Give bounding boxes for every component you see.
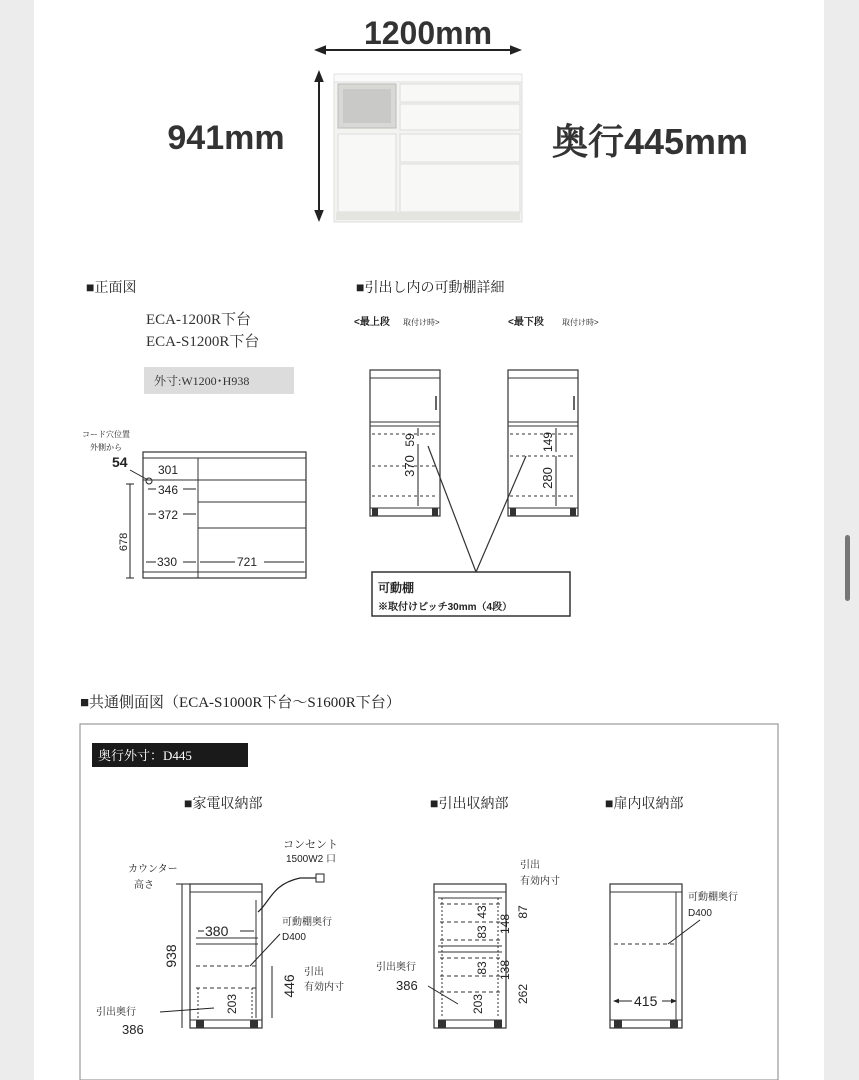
cabinet-photo bbox=[334, 74, 522, 222]
dim-43: 43 bbox=[475, 905, 489, 919]
dim-59: 59 bbox=[403, 433, 417, 447]
counter-label-2: 高さ bbox=[134, 880, 154, 891]
model-1: ECA-1200R下台 bbox=[146, 312, 252, 328]
side-view-section bbox=[80, 694, 778, 1080]
drawer-effective-label-2: 有効内寸 bbox=[520, 876, 560, 887]
dim-203-drawer: 203 bbox=[471, 993, 485, 1015]
outlet-label-1: コンセント bbox=[283, 839, 338, 851]
bottom-label-a: <最下段 bbox=[508, 317, 544, 328]
effective-label-2: 有効内寸 bbox=[304, 982, 344, 993]
door-shelf-label-1: 可動棚奥行 bbox=[688, 892, 738, 903]
hero-height-label: 941mm bbox=[167, 119, 285, 157]
effective-label-1: 引出 bbox=[304, 967, 324, 978]
dim-446: 446 bbox=[281, 974, 297, 998]
callout-title: 可動棚 bbox=[378, 581, 415, 595]
appliance-heading: ■家電収納部 bbox=[184, 797, 263, 812]
cord-label-2: 外側から bbox=[90, 443, 122, 452]
door-storage-heading: ■扉内収納部 bbox=[605, 797, 684, 812]
outlet-label-2: 1500W2 口 bbox=[286, 854, 337, 865]
front-view-heading: ■正面図 bbox=[86, 281, 137, 296]
dim-149: 149 bbox=[541, 431, 555, 453]
dim-138: 138 bbox=[498, 959, 512, 981]
cord-value: 54 bbox=[112, 454, 128, 470]
pull-depth-label-1: 引出奥行 bbox=[96, 1007, 136, 1018]
dim-262: 262 bbox=[516, 983, 530, 1005]
drawer-effective-label-1: 引出 bbox=[520, 860, 540, 871]
dim-678: 678 bbox=[118, 532, 130, 552]
drawer-pull-label-1: 引出奥行 bbox=[376, 962, 416, 973]
drawer-storage-heading: ■引出収納部 bbox=[430, 797, 509, 812]
dim-346: 346 bbox=[158, 483, 179, 497]
model-2: ECA-S1200R下台 bbox=[146, 334, 260, 350]
top-label-b: 取付け時> bbox=[403, 318, 440, 327]
outer-size-label: 外寸:W1200･H938 bbox=[154, 374, 250, 388]
hero-section bbox=[167, 15, 748, 222]
top-label-a: <最上段 bbox=[354, 317, 390, 328]
drawer-detail-section bbox=[354, 279, 599, 616]
dim-301: 301 bbox=[158, 463, 179, 477]
pull-depth-value: 386 bbox=[122, 1022, 144, 1037]
bottom-label-b: 取付け時> bbox=[562, 318, 599, 327]
door-shelf-label-2: D400 bbox=[688, 908, 712, 919]
dim-87: 87 bbox=[516, 905, 530, 919]
shelf-depth-label-2: D400 bbox=[282, 932, 306, 943]
dim-372: 372 bbox=[158, 508, 179, 522]
hero-width-label: 1200mm bbox=[363, 15, 493, 51]
counter-label-1: カウンター bbox=[128, 864, 178, 875]
cord-label-1: コード穴位置 bbox=[82, 430, 130, 439]
callout-note: ※取付けピッチ30mm（4段） bbox=[378, 602, 513, 613]
drawer-detail-heading: ■引出し内の可動棚詳細 bbox=[356, 281, 505, 296]
drawer-pull-value: 386 bbox=[396, 978, 418, 993]
dim-330: 330 bbox=[157, 555, 178, 569]
dim-415: 415 bbox=[634, 993, 658, 1009]
shelf-depth-label-1: 可動棚奥行 bbox=[282, 917, 332, 928]
dim-280: 280 bbox=[540, 467, 555, 489]
dim-83-upper: 83 bbox=[475, 925, 489, 939]
dim-380: 380 bbox=[205, 923, 229, 939]
drawer-storage-cabinet bbox=[434, 884, 506, 1028]
dim-83-lower: 83 bbox=[475, 961, 489, 975]
side-view-heading: ■共通側面図（ECA-S1000R下台～S1600R下台） bbox=[80, 695, 401, 711]
dim-370: 370 bbox=[402, 455, 417, 477]
depth-tag-label: 奥行外寸：D445 bbox=[98, 748, 192, 763]
dim-938: 938 bbox=[163, 944, 179, 968]
front-view-section bbox=[82, 280, 306, 578]
dim-721: 721 bbox=[237, 555, 258, 569]
hero-depth-label: 奥行445mm bbox=[551, 121, 749, 162]
dim-203-appliance: 203 bbox=[225, 993, 239, 1015]
dim-148: 148 bbox=[498, 913, 512, 935]
